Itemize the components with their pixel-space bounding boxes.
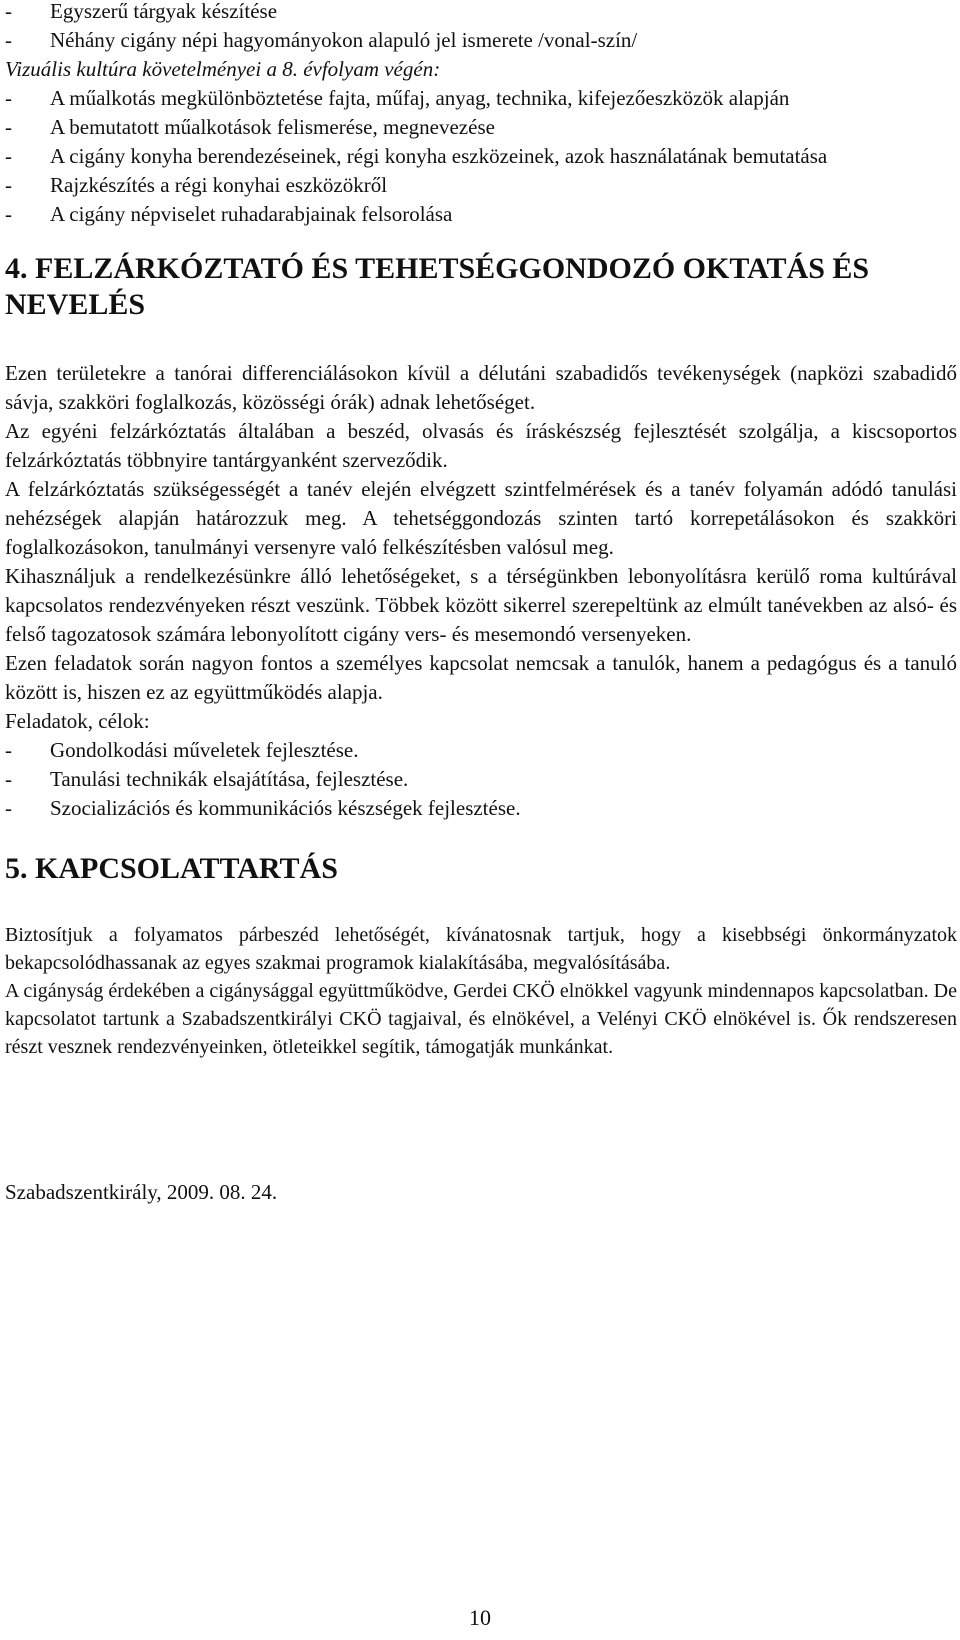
list-item-text: Néhány cigány népi hagyományokon alapuló jel ismerete /vonal-szín/ [50, 28, 638, 52]
paragraph: A cigányság érdekében a cigánysággal együttműködve, Gerdei CKÖ elnökkel vagyunk mindennapos kapcsolatban. De kapcsolatot tartunk a Szabadszentkirályi CKÖ tagjaival, és elnökével, a Velényi CKÖ elnökével is. Ők rendszeresen részt vesznek rendezvényeinken, ötleteikkel segítik, támogatják munkánkat. [5, 980, 957, 1058]
list-dash: - [5, 28, 12, 52]
list-dash: - [5, 767, 12, 791]
goals-label: Feladatok, célok: [5, 709, 150, 733]
place-and-date: Szabadszentkirály, 2009. 08. 24. [5, 1180, 278, 1204]
list-item-text: Gondolkodási műveletek fejlesztése. [50, 738, 359, 762]
page-number: 10 [469, 1605, 491, 1630]
list-dash: - [5, 115, 12, 139]
section-4-heading: 4. FELZÁRKÓZTATÓ ÉS TEHETSÉGGONDOZÓ OKTATÁS ÉS NEVELÉS [5, 252, 870, 321]
section-4-body [5, 359, 957, 823]
document-page [5, 0, 957, 1206]
list-item-text: A cigány népviselet ruhadarabjainak felsorolása [50, 202, 453, 226]
paragraph: Az egyéni felzárkóztatás általában a beszéd, olvasás és íráskészség fejlesztését szolgálja, a kiscsoportos felzárkóztatás többnyire tantárgyanként szerveződik. [5, 419, 957, 472]
paragraph: Kihasználjuk a rendelkezésünkre álló lehetőségeket, s a térségünkben lebonyolításra kerülő roma kultúrával kapcsolatos rendezvényeken részt veszünk. Többek között sikerrel szerepeltünk az elmúlt tanévekben az alsó- és felső tagozatosok számára lebonyolított cigány vers- és mesemondó versenyeken. [5, 564, 957, 646]
goals-list [5, 736, 957, 823]
list-item-text: A cigány konyha berendezéseinek, régi konyha eszközeinek, azok használatának bemutatása [50, 144, 828, 168]
visual-requirements-list [5, 84, 957, 229]
paragraph: A felzárkóztatás szükségességét a tanév elején elvégzett szintfelmérések és a tanév folyamán adódó tanulási nehézségek alapján határozzuk meg. A tehetséggondozás szinten tartó korrepetálásokon és szakköri foglalkozásokon, tanulmányi versenyre való felkészítésben valósul meg. [5, 477, 957, 559]
list-item [5, 794, 957, 823]
list-item [5, 0, 957, 26]
list-item-text: Szocializációs és kommunikációs készségek fejlesztése. [50, 796, 521, 820]
section-5-heading: 5. KAPCSOLATTARTÁS [5, 852, 338, 885]
section-5-body [5, 921, 957, 1061]
list-dash: - [5, 796, 12, 820]
list-item [5, 200, 957, 229]
list-item [5, 142, 957, 171]
visual-requirements-title: Vizuális kultúra követelményei a 8. évfolyam végén: [5, 57, 441, 81]
list-item [5, 736, 957, 765]
top-list [5, 0, 957, 55]
list-item [5, 171, 957, 200]
list-item [5, 84, 957, 113]
list-item [5, 26, 957, 55]
list-dash: - [5, 86, 12, 110]
list-item [5, 113, 957, 142]
list-dash: - [5, 0, 12, 23]
paragraph: Ezen területekre a tanórai differenciálásokon kívül a délutáni szabadidős tevékenységek (napközi szabadidő sávja, szakköri foglalkozás, közösségi órák) adnak lehetőséget. [5, 361, 957, 414]
list-item-text: Rajzkészítés a régi konyhai eszközökről [50, 173, 388, 197]
paragraph: Ezen feladatok során nagyon fontos a személyes kapcsolat nemcsak a tanulók, hanem a pedagógus és a tanuló között is, hiszen ez az együttműködés alapja. [5, 651, 957, 704]
list-dash: - [5, 144, 12, 168]
list-dash: - [5, 738, 12, 762]
paragraph: Biztosítjuk a folyamatos párbeszéd lehetőségét, kívánatosnak tartjuk, hogy a kisebbségi önkormányzatok bekapcsolódhassanak az egyes szakmai programok kialakításába, megvalósításába. [5, 924, 957, 974]
list-item-text: Tanulási technikák elsajátítása, fejlesztése. [50, 767, 409, 791]
list-dash: - [5, 173, 12, 197]
list-item-text: A műalkotás megkülönböztetése fajta, műfaj, anyag, technika, kifejezőeszközök alapján [50, 86, 790, 110]
list-item-text: A bemutatott műalkotások felismerése, megnevezése [50, 115, 495, 139]
list-item-text: Egyszerű tárgyak készítése [50, 0, 278, 23]
list-dash: - [5, 202, 12, 226]
list-item [5, 765, 957, 794]
